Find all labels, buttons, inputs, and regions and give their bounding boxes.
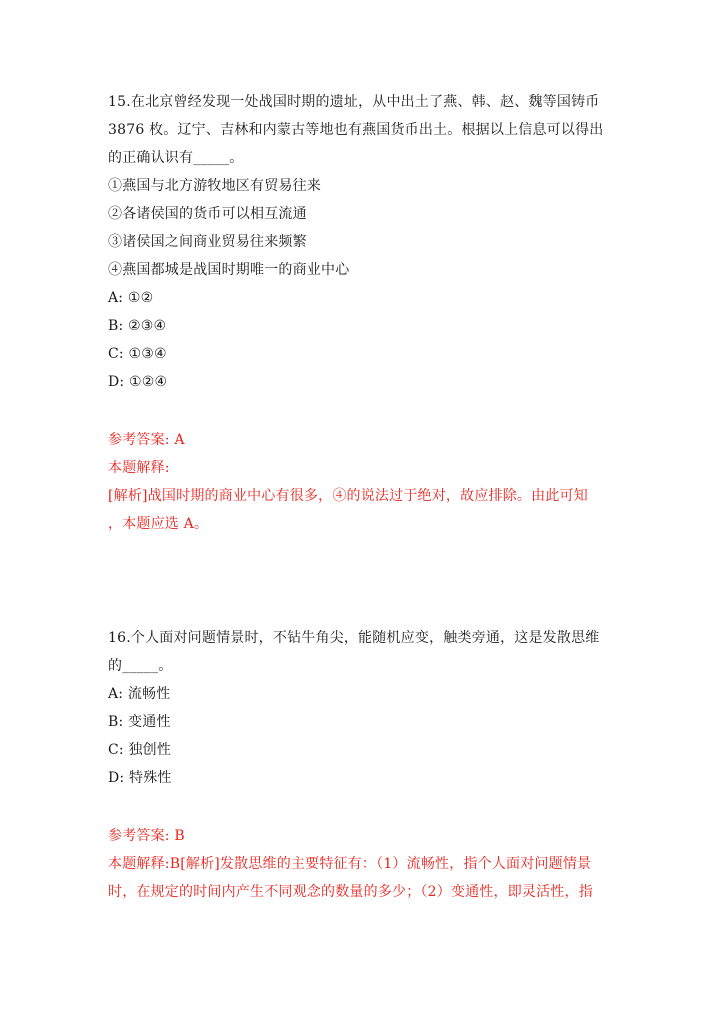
question-16-answer: 参考答案: B	[108, 828, 185, 844]
question-16-stem-line-1: 16.个人面对问题情景时，不钻牛角尖，能随机应变，触类旁通，这是发散思维	[108, 630, 600, 646]
question-15-statement-4: ④燕国都城是战国时期唯一的商业中心	[108, 262, 350, 278]
question-15-option-d: D: ①②④	[108, 374, 168, 390]
question-15-answer: 参考答案: A	[108, 432, 185, 448]
question-15	[108, 88, 618, 396]
question-15-stem-line-1: 15.在北京曾经发现一处战国时期的遗址，从中出土了燕、韩、赵、魏等国铸币	[108, 94, 600, 110]
question-15-stem-line-2: 3876 枚。辽宁、吉林和内蒙古等地也有燕国货币出土。根据以上信息可以得出	[108, 122, 604, 138]
question-15-explanation-line-1: [解析]战国时期的商业中心有很多，④的说法过于绝对，故应排除。由此可知	[108, 488, 588, 504]
question-16-explanation-line-1: 本题解释:B[解析]发散思维的主要特征有：（1）流畅性，指个人面对问题情景	[108, 856, 592, 872]
question-15-option-c: C: ①③④	[108, 346, 167, 362]
question-16-option-c: C: 独创性	[108, 742, 172, 758]
question-15-stem-line-3: 的正确认识有_____。	[108, 150, 244, 166]
question-15-statement-3: ③诸侯国之间商业贸易往来频繁	[108, 234, 307, 250]
question-16	[108, 624, 618, 792]
question-15-answer-section	[108, 426, 618, 538]
question-16-explanation-line-2: 时，在规定的时间内产生不同观念的数量的多少；（2）变通性，即灵活性，指	[108, 884, 593, 900]
question-16-option-a: A: 流畅性	[108, 686, 171, 702]
question-16-option-b: B: 变通性	[108, 714, 171, 730]
question-16-stem-line-2: 的_____。	[108, 658, 173, 674]
question-15-statement-1: ①燕国与北方游牧地区有贸易往来	[108, 178, 321, 194]
question-15-option-a: A: ①②	[108, 290, 154, 306]
question-16-option-d: D: 特殊性	[108, 770, 172, 786]
question-15-option-b: B: ②③④	[108, 318, 167, 334]
question-15-explanation-line-2: ，本题应选 A。	[108, 516, 209, 532]
question-15-statement-2: ②各诸侯国的货币可以相互流通	[108, 206, 307, 222]
question-16-answer-section	[108, 822, 618, 906]
question-15-explanation-label: 本题解释:	[108, 460, 170, 476]
